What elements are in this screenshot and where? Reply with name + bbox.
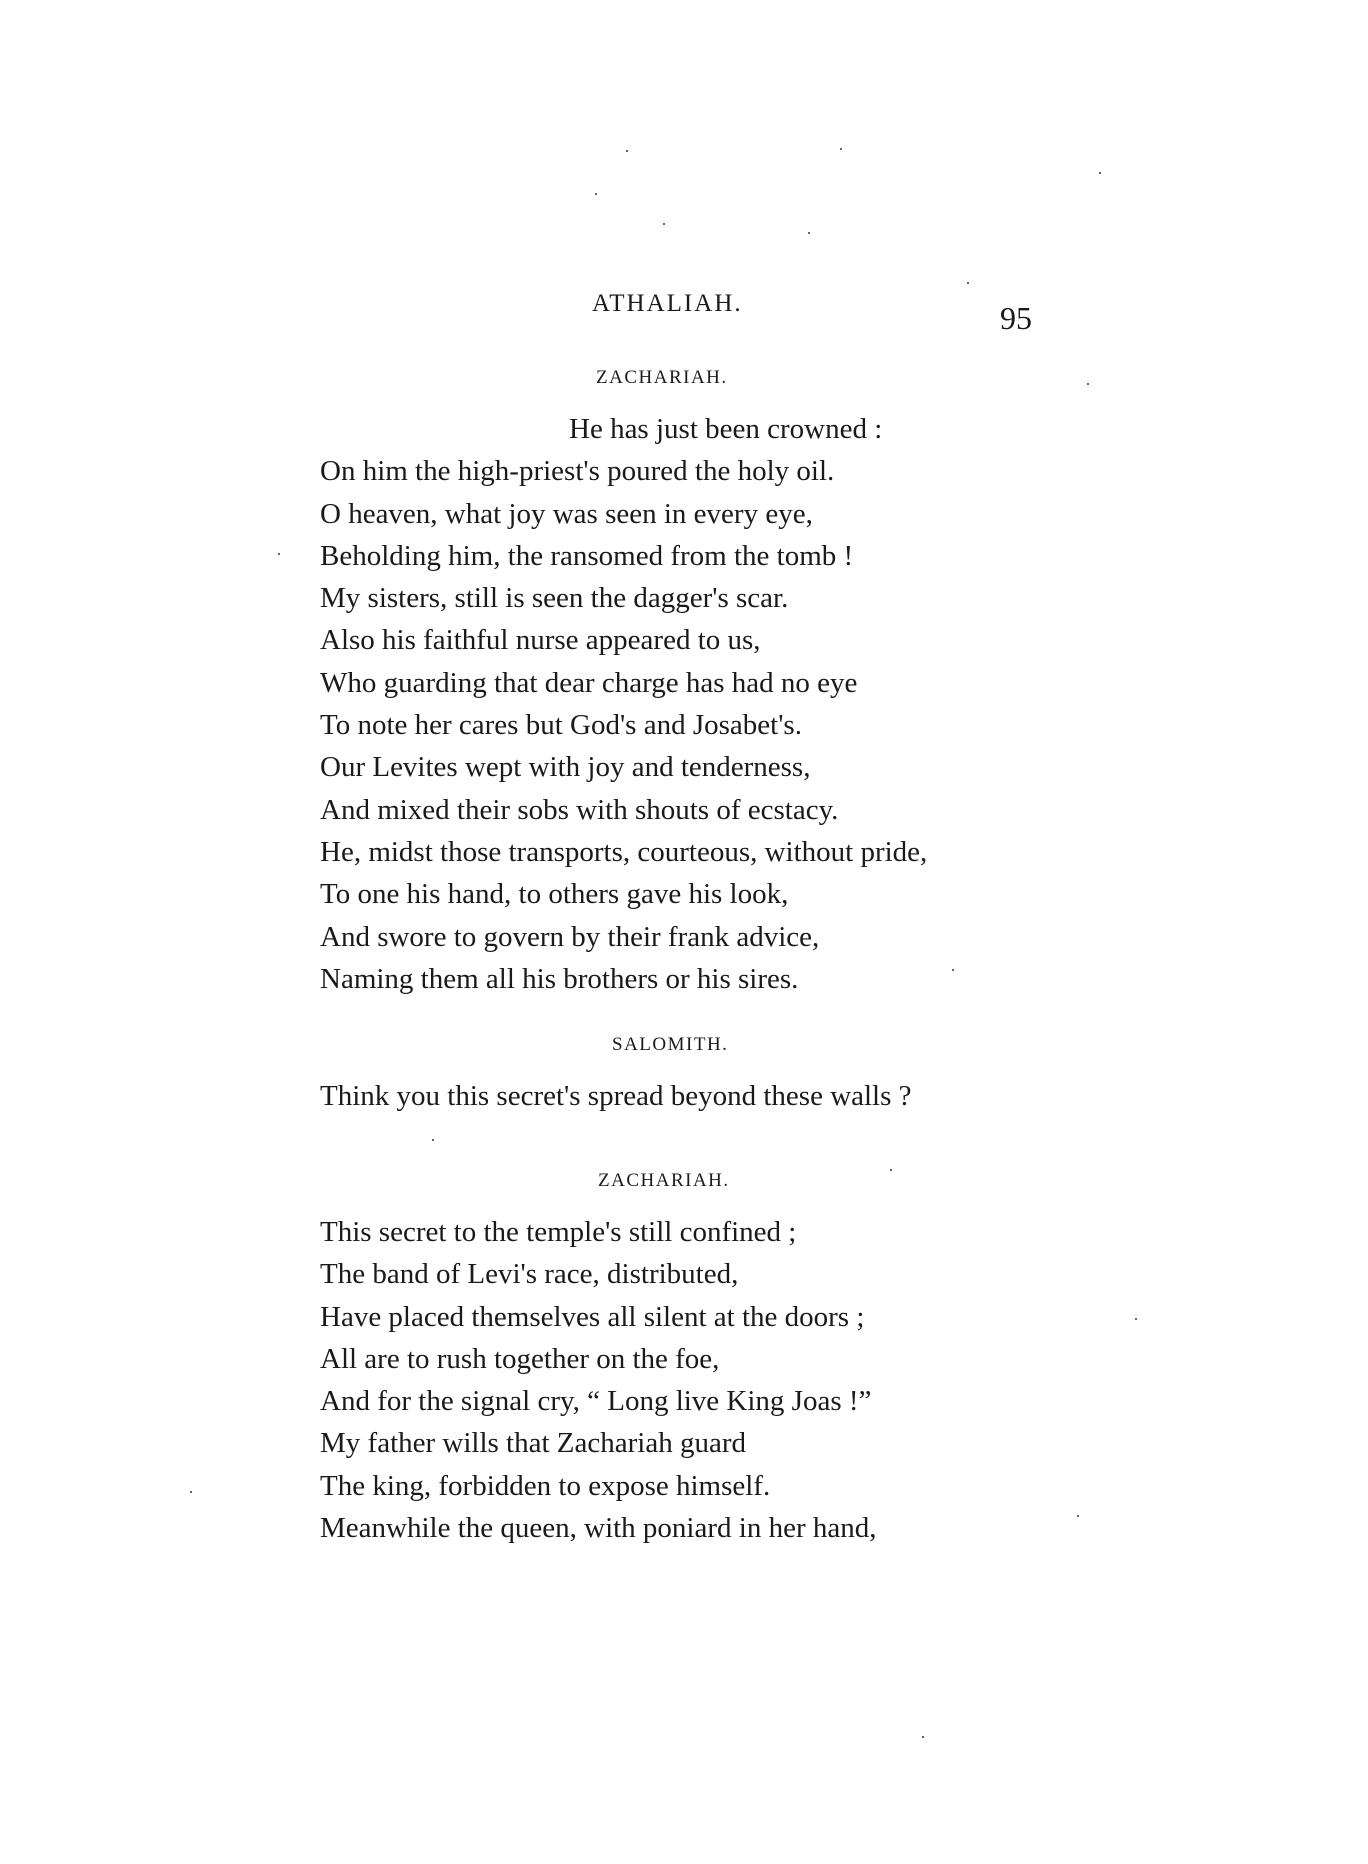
verse-line: On him the high-priest's poured the holy oil.: [320, 455, 835, 488]
verse-line: Our Levites wept with joy and tenderness,: [320, 751, 811, 784]
verse-line: The band of Levi's race, distributed,: [320, 1258, 739, 1291]
speaker-name: SALOMITH.: [612, 1034, 729, 1055]
speaker-name: ZACHARIAH.: [598, 1170, 730, 1191]
scan-speck: [808, 232, 810, 234]
verse-line: My father wills that Zachariah guard: [320, 1427, 746, 1460]
verse-line: All are to rush together on the foe,: [320, 1342, 720, 1375]
running-title: ATHALIAH.: [592, 290, 743, 317]
scan-speck: [595, 193, 597, 195]
scan-speck: [840, 148, 842, 150]
scan-speck: [967, 282, 969, 284]
verse-line: And mixed their sobs with shouts of ecstacy.: [320, 793, 839, 826]
scan-speck: [1077, 1515, 1079, 1517]
scan-speck: [1099, 172, 1101, 174]
verse-line: And for the signal cry, “ Long live King Joas !”: [320, 1385, 872, 1418]
scan-speck: [922, 1736, 924, 1738]
scan-speck: [663, 223, 665, 225]
scan-speck: [1087, 383, 1089, 385]
scan-speck: [278, 553, 280, 555]
speaker-name: ZACHARIAH.: [596, 367, 728, 388]
verse-block: [320, 1075, 912, 1117]
scan-speck: [890, 1169, 892, 1171]
verse-line: Who guarding that dear charge has had no eye: [320, 666, 858, 699]
scan-speck: [1135, 1318, 1137, 1320]
scan-speck: [432, 1139, 434, 1141]
verse-line: And swore to govern by their frank advice,: [320, 920, 820, 953]
verse-line: The king, forbidden to expose himself.: [320, 1469, 771, 1502]
verse-line: To one his hand, to others gave his look,: [320, 878, 789, 911]
verse-line: Also his faithful nurse appeared to us,: [320, 624, 761, 657]
verse-line: Think you this secret's spread beyond these walls ?: [320, 1080, 912, 1112]
scan-speck: [190, 1491, 192, 1493]
verse-block: [320, 1211, 876, 1549]
verse-block: [320, 408, 927, 1000]
verse-line: He, midst those transports, courteous, without pride,: [320, 835, 928, 868]
verse-line: Meanwhile the queen, with poniard in her hand,: [320, 1512, 877, 1545]
verse-line: Naming them all his brothers or his sires.: [320, 962, 799, 995]
verse-line: Have placed themselves all silent at the doors ;: [320, 1300, 865, 1333]
page-number: 95: [1000, 300, 1032, 336]
verse-line: This secret to the temple's still confined ;: [320, 1216, 797, 1248]
verse-line: Beholding him, the ransomed from the tomb !: [320, 539, 854, 572]
scan-speck: [626, 150, 628, 152]
verse-line: To note her cares but God's and Josabet's.: [320, 709, 802, 742]
verse-line: He has just been crowned :: [569, 413, 883, 445]
verse-line: O heaven, what joy was seen in every eye,: [320, 497, 813, 530]
scan-speck: [952, 969, 954, 971]
verse-line: My sisters, still is seen the dagger's scar.: [320, 582, 789, 615]
